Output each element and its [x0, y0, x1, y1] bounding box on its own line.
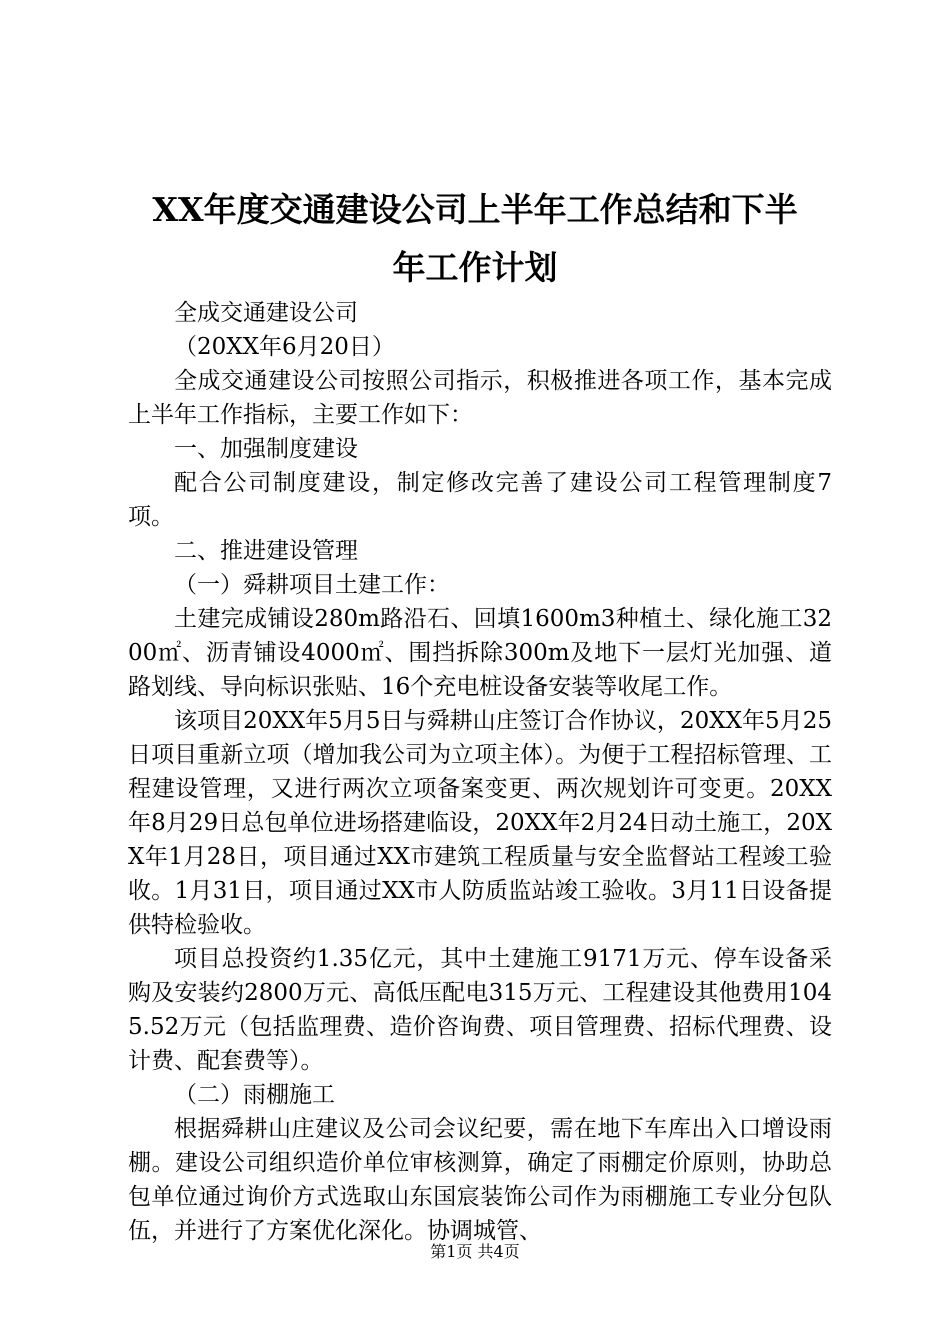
document-title-line-1: XX年度交通建设公司上半年工作总结和下半 [152, 190, 798, 229]
document-body [128, 296, 832, 1248]
paragraph: 土建完成铺设280m路沿石、回填1600m3种植土、绿化施工3200㎡、沥青铺设4000㎡、围挡拆除300m及地下一层灯光加强、道路划线、导向标识张贴、16个充电桩设备安装等收尾工作。 [128, 606, 832, 700]
section-heading-1: 一、加强制度建设 [174, 436, 358, 462]
paragraph: 根据舜耕山庄建议及公司会议纪要，需在地下车库出入口增设雨棚。建设公司组织造价单位审核测算，确定了雨棚定价原则，协助总包单位通过询价方式选取山东国宸装饰公司作为雨棚施工专业分包队伍，并进行了方案优化深化。协调城管、 [128, 1116, 832, 1244]
paragraph: 配合公司制度建设，制定修改完善了建设公司工程管理制度7项。 [128, 470, 832, 530]
page-footer: 第1页 共4页 [430, 1242, 520, 1261]
date-line: （20XX年6月20日） [174, 334, 395, 360]
subsection-heading-2: （二）雨棚施工 [174, 1082, 335, 1108]
author-line: 全成交通建设公司 [174, 300, 358, 326]
paragraph: 项目总投资约1.35亿元，其中土建施工9171万元、停车设备采购及安装约2800万元、高低压配电315万元、工程建设其他费用1045.52万元（包括监理费、造价咨询费、项目管理费、招标代理费、设计费、配套费等）。 [128, 946, 832, 1074]
paragraph: 该项目20XX年5月5日与舜耕山庄签订合作协议，20XX年5月25日项目重新立项（增加我公司为立项主体）。为便于工程招标管理、工程建设管理，又进行两次立项备案变更、两次规划许可变更。20XX年8月29日总包单位进场搭建临设，20XX年2月24日动土施工，20XX年1月28日，项目通过XX市建筑工程质量与安全监督站工程竣工验收。1月31日，项目通过XX市人防质监站竣工验收。3月11日设备提供特检验收。 [128, 708, 832, 938]
section-heading-2: 二、推进建设管理 [174, 538, 358, 564]
subsection-heading-1: （一）舜耕项目土建工作： [174, 572, 450, 598]
intro-paragraph: 全成交通建设公司按照公司指示，积极推进各项工作，基本完成上半年工作指标，主要工作如下： [128, 368, 832, 428]
document-title-line-2: 年工作计划 [392, 248, 558, 287]
